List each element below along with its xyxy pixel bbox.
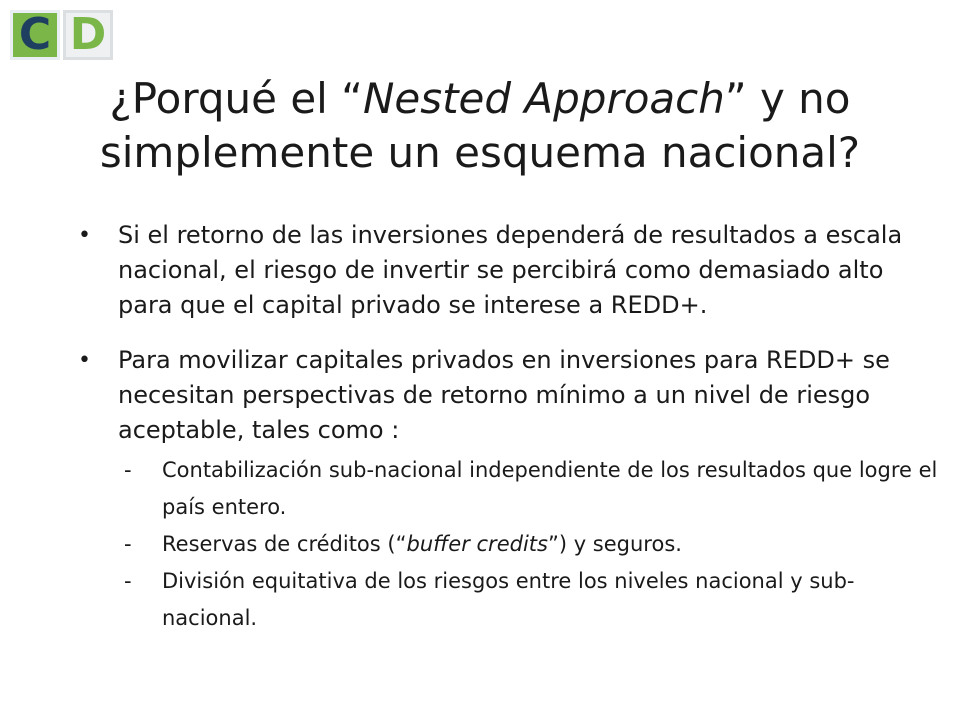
sub-item-3: [118, 563, 938, 637]
sub-text: División equitativa de los riesgos entre los niveles nacional y sub-nacional.: [162, 569, 855, 630]
bullet-marker: •: [78, 348, 91, 373]
title-line1-italic: Nested Approach: [362, 74, 725, 123]
sub-text-pre: Reservas de créditos (“: [162, 532, 407, 556]
cd-logo: [10, 10, 113, 60]
bullet-marker: •: [78, 223, 91, 248]
logo-letter-d: D: [63, 10, 113, 60]
slide-body: [78, 218, 938, 657]
sub-marker: -: [124, 458, 132, 482]
sub-list: [118, 452, 938, 637]
bullet-item-2: [78, 343, 938, 637]
sub-text: Contabilización sub-nacional independiente de los resultados que logre el país entero.: [162, 458, 938, 519]
bullet-text: Si el retorno de las inversiones dependerá de resultados a escala nacional, el riesgo de invertir se percibirá como demasiado alto para que el capital privado se interese a REDD+.: [118, 221, 903, 319]
bullet-text: Para movilizar capitales privados en inversiones para REDD+ se necesitan perspectivas de retorno mínimo a un nivel de riesgo aceptable, tales como :: [118, 346, 890, 444]
bullet-item-1: [78, 218, 938, 323]
title-line1-pre: ¿Porqué el “: [109, 74, 363, 123]
sub-marker: -: [124, 532, 132, 556]
title-line1-post: ” y no: [724, 74, 851, 123]
sub-text-italic: buffer credits: [406, 532, 548, 556]
logo-letter-c: C: [10, 10, 60, 60]
sub-item-1: [118, 452, 938, 526]
title-line2: simplemente un esquema nacional?: [99, 128, 861, 177]
sub-text-post: ”) y seguros.: [547, 532, 682, 556]
sub-item-2: [118, 526, 938, 563]
slide-title: [20, 72, 940, 180]
sub-marker: -: [124, 569, 132, 593]
